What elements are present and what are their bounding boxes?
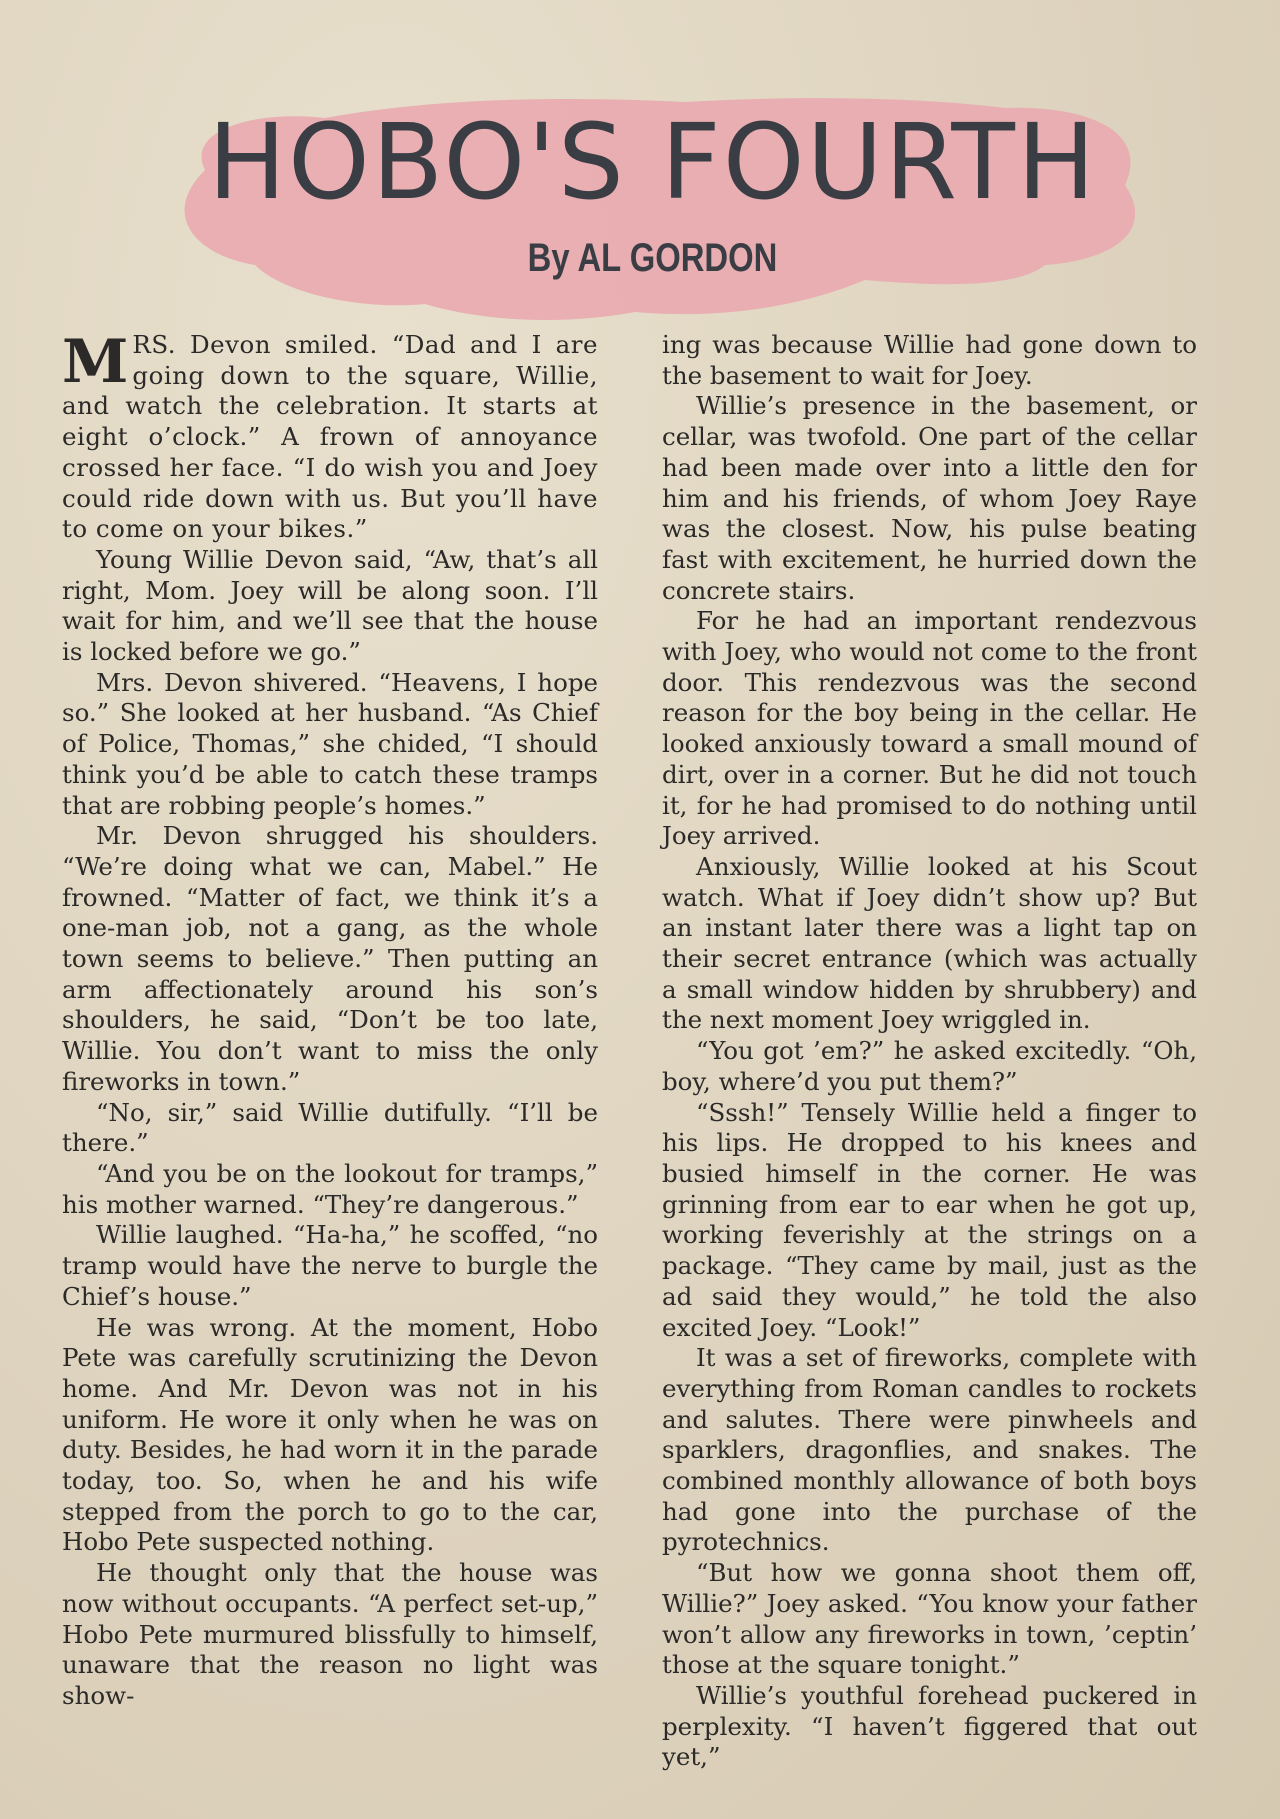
paragraph: Young Willie Devon said, “Aw, that’s all right, Mom. Joey will be along soon. I’ll wait for him, and we’ll see that the house is locked before we go.”	[62, 544, 598, 667]
paragraph: “Sssh!” Tensely Willie held a finger to his lips. He dropped to his knees and busied himself in the corner. He was grinning from ear to ear when he got up, working feverishly at the strings on a package. “They came by mail, just as the ad said they would,” he told the also excited Joey. “Look!”	[662, 1097, 1197, 1342]
paragraph: He was wrong. At the moment, Hobo Pete was carefully scrutinizing the Devon home. And Mr. Devon was not in his uniform. He wore it only when he was on duty. Besides, he had worn it in the parade today, too. So, when he and his wife stepped from the porch to go to the car, Hobo Pete suspected nothing.	[62, 1312, 598, 1557]
paragraph: “But how we gonna shoot them off, Willie?” Joey asked. “You know your father won’t allow any fireworks in town, ’ceptin’ those at the square tonight.”	[662, 1558, 1197, 1680]
opening-paragraph	[62, 327, 598, 545]
paragraph: “No, sir,” said Willie dutifully. “I’ll be there.”	[62, 1097, 598, 1158]
right-column	[662, 330, 1197, 1773]
story-title: HOBO'S FOURTH	[207, 101, 1098, 223]
paragraph: Willie’s youthful forehead puckered in perplexity. “I haven’t figgered that out yet,”	[662, 1680, 1197, 1772]
paragraph: He thought only that the house was now without occupants. “A perfect set-up,” Hobo Pete murmured blissfully to himself, unaware that the reason no light was show-	[62, 1558, 598, 1710]
continuation-paragraph: ing was because Willie had gone down to the basement to wait for Joey.	[662, 330, 1197, 390]
paragraph: For he had an important rendezvous with Joey, who would not come to the front door. This rendezvous was the second reason for the boy being in the cellar. He looked anxiously toward a small mound of dirt, over in a corner. But he did not touch it, for he had promised to do nothing until Joey arrived.	[662, 606, 1197, 851]
paragraph: It was a set of fireworks, complete with everything from Roman candles to rockets and salutes. There were pinwheels and sparklers, dragonflies, and snakes. The combined monthly allowance of both boys had gone into the purchase of the pyrotechnics.	[662, 1343, 1197, 1557]
paragraph: Willie laughed. “Ha-ha,” he scoffed, “no tramp would have the nerve to burgle the Chief’s house.”	[62, 1220, 598, 1311]
opening-text: RS. Devon smiled. “Dad and I are going down to the square, Willie, and watch the celebration. It starts at eight o’clock.” A frown of annoyance crossed her face. “I do wish you and Joey could ride down with us. But you’ll have to come on your bikes.”	[62, 330, 598, 544]
paragraph: Willie’s presence in the basement, or cellar, was twofold. One part of the cellar had been made over into a little den for him and his friends, of whom Joey Raye was the closest. Now, his pulse beating fast with excitement, he hurried down the concrete stairs.	[662, 391, 1197, 605]
left-column	[62, 327, 598, 1712]
paragraph: “And you be on the lookout for tramps,” his mother warned. “They’re dangerous.”	[62, 1158, 598, 1219]
title-banner	[165, 90, 1140, 330]
paragraph: Anxiously, Willie looked at his Scout watch. What if Joey didn’t show up? But an instant later there was a light tap on their secret entrance (which was actually a small window hidden by shrubbery) and the next moment Joey wriggled in.	[662, 851, 1197, 1035]
paragraph: Mr. Devon shrugged his shoulders. “We’re doing what we can, Mabel.” He frowned. “Matter of fact, we think it’s a one-man job, not a gang, as the whole town seems to believe.” Then putting an arm affectionately around his son’s shoulders, he said, “Don’t be too late, Willie. You don’t want to miss the only fireworks in town.”	[62, 821, 598, 1096]
paragraph: “You got ’em?” he asked excitedly. “Oh, boy, where’d you put them?”	[662, 1036, 1197, 1096]
paragraph: Mrs. Devon shivered. “Heavens, I hope so.” She looked at her husband. “As Chief of Police, Thomas,” she chided, “I should think you’d be able to catch these tramps that are robbing people’s homes.”	[62, 667, 598, 820]
byline: By AL GORDON	[527, 236, 778, 280]
drop-cap: M	[62, 327, 129, 397]
